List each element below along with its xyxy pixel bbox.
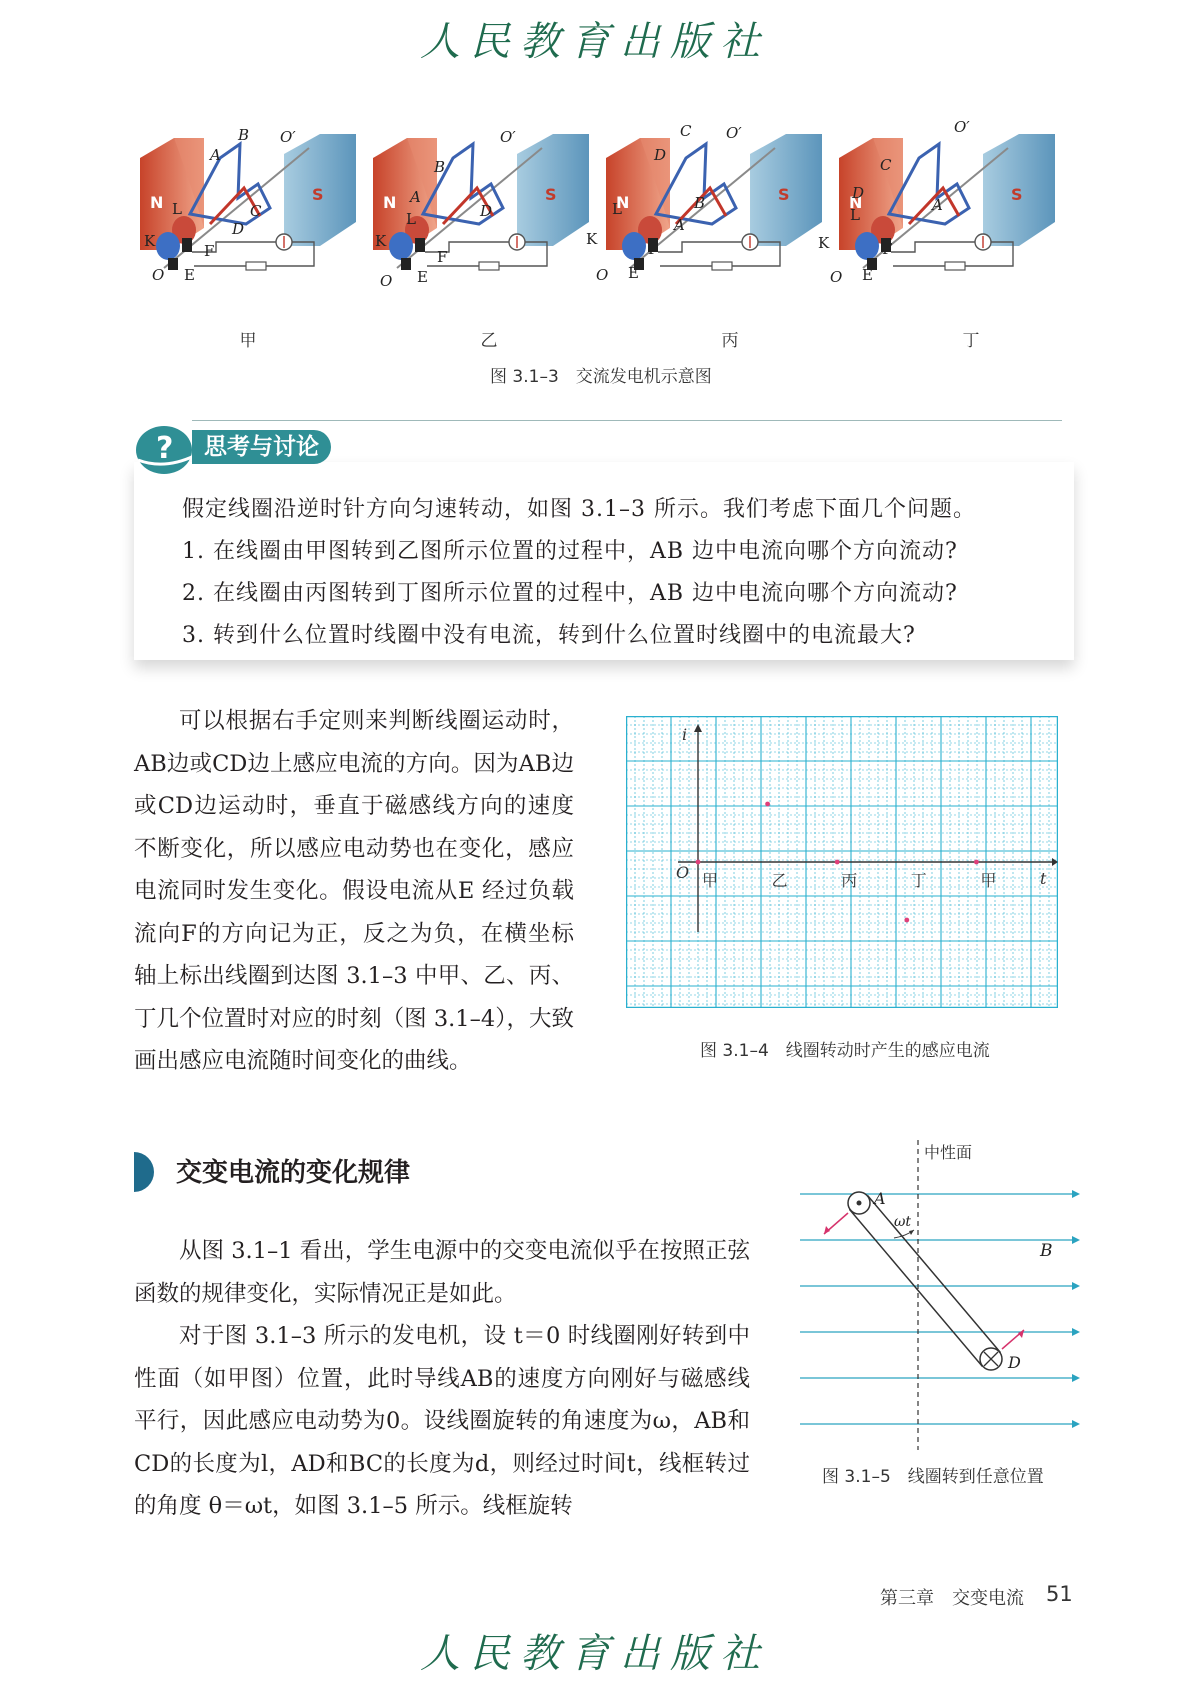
figure-3-1-4-caption: 图 3.1–4 线圈转动时产生的感应电流: [700, 1041, 990, 1061]
paragraph-1-text: 可以根据右手定则来判断线圈运动时，AB边或CD边上感应电流的方向。因为AB边或CD边运动时，垂直于磁感线方向的速度不断变化，所以感应电动势也在变化，感应电流同时发生变化。假设电流从E 经过负载流向F的方向记为正，反之为负，在横坐标轴上标出线圈到达图 3.1–3 中甲、乙、丙、丁几个位置时对应的时刻（图 3.1–4），大致画出感应电流随时间变化的曲线。: [134, 708, 574, 1074]
svg-text:N: N: [150, 193, 164, 212]
section-title: 交变电流的变化规律: [176, 1158, 411, 1188]
svg-text:D: D: [654, 146, 667, 164]
x-tick-label: 丙: [841, 871, 858, 890]
svg-text:B: B: [694, 194, 706, 212]
think-discuss-title: 思考与讨论: [192, 430, 331, 464]
divider-line: [192, 420, 1062, 421]
svg-text:E: E: [417, 268, 428, 286]
svg-text:O: O: [152, 266, 165, 284]
svg-text:O′: O′: [280, 128, 296, 146]
origin-label: O: [676, 863, 690, 882]
label-a: A: [874, 1189, 886, 1208]
svg-text:B: B: [434, 158, 446, 176]
svg-text:K: K: [375, 232, 387, 250]
svg-text:E: E: [862, 266, 873, 284]
svg-text:L: L: [172, 200, 182, 218]
label-d: D: [1008, 1353, 1021, 1372]
page-number: 51: [1046, 1582, 1073, 1606]
svg-text:C: C: [880, 156, 892, 174]
svg-text:O′: O′: [500, 128, 516, 146]
svg-text:E: E: [184, 266, 195, 284]
svg-text:A: A: [210, 146, 221, 164]
x-tick-label: 甲: [702, 871, 719, 890]
svg-text:O: O: [380, 272, 393, 290]
svg-text:S: S: [312, 185, 324, 204]
figure-3-1-3-caption: 图 3.1–3 交流发电机示意图: [490, 367, 712, 387]
svg-text:A: A: [932, 196, 943, 214]
svg-text:B: B: [238, 126, 250, 144]
paragraph-right-hand-rule: [134, 700, 574, 1083]
figure-3-1-5-caption: 图 3.1–5 线圈转到任意位置: [822, 1467, 1044, 1487]
svg-text:D: D: [480, 202, 493, 220]
y-axis-label: i: [682, 725, 688, 744]
svg-text:C: C: [680, 122, 692, 140]
think-line-intro: 假定线圈沿逆时针方向匀速转动，如图 3.1–3 所示。我们考虑下面几个问题。: [182, 497, 976, 522]
svg-text:F: F: [204, 242, 215, 260]
svg-text:O′: O′: [954, 118, 970, 136]
svg-text:D: D: [232, 220, 245, 238]
svg-text:C: C: [250, 202, 262, 220]
publisher-logo-top: 人民教育出版社: [420, 19, 770, 65]
data-point: [696, 860, 701, 865]
chart-labels: [676, 725, 1047, 890]
figure-3-1-4-chart: [626, 716, 1058, 1008]
svg-text:O′: O′: [726, 124, 742, 142]
paragraph-2-text: 从图 3.1–1 看出，学生电源中的交变电流似乎在按照正弦函数的规律变化，实际情况正是如此。: [134, 1238, 750, 1307]
svg-text:?: ?: [156, 431, 174, 466]
paragraph-sine-law: [134, 1230, 750, 1528]
svg-text:A: A: [410, 188, 421, 206]
x-axis-label: t: [1040, 869, 1047, 888]
svg-text:D: D: [852, 184, 865, 202]
x-tick-label: 甲: [980, 871, 997, 890]
panel-label-ding: 丁: [962, 331, 980, 351]
figure-3-1-5-diagram: [790, 1140, 1080, 1470]
publisher-logo-bottom: 人民教育出版社: [420, 1631, 770, 1677]
panel-label-jia: 甲: [239, 331, 257, 351]
field-lines: [800, 1194, 1072, 1424]
paragraph-3-text: 对于图 3.1–3 所示的发电机，设 t＝0 时线圈刚好转到中性面（如甲图）位置，此时导线AB的速度方向刚好与磁感线平行，因此感应电动势为0。设线圈旋转的角速度为ω，AB和 CD的长度为l，AD和BC的长度为d，则经过时间t，线框转过的角度 θ＝ωt，如图 3.1–5 所示。线框旋转: [134, 1323, 750, 1519]
svg-text:F: F: [882, 240, 893, 258]
svg-text:L: L: [406, 210, 416, 228]
svg-text:L: L: [612, 200, 622, 218]
svg-text:O: O: [830, 268, 843, 286]
think-line-q2: 2. 在线圈由丙图转到丁图所示位置的过程中，AB 边中电流向哪个方向流动?: [182, 581, 958, 606]
svg-text:L: L: [850, 206, 860, 224]
label-b: B: [1040, 1241, 1053, 1261]
label-angle: ωt: [894, 1214, 912, 1230]
svg-text:O: O: [596, 266, 609, 284]
coil-frame: [850, 1196, 1000, 1366]
svg-text:K: K: [586, 230, 598, 248]
think-line-q3: 3. 转到什么位置时线圈中没有电流，转到什么位置时线圈中的电流最大?: [182, 623, 916, 648]
panel-label-yi: 乙: [480, 331, 498, 351]
data-point: [835, 860, 840, 865]
x-tick-label: 乙: [771, 871, 788, 890]
svg-text:K: K: [818, 234, 830, 252]
data-point: [904, 918, 909, 923]
chart-axes: [678, 724, 1058, 932]
section-marker: [134, 1152, 154, 1192]
panel-label-bing: 丙: [721, 331, 739, 351]
svg-text:A: A: [674, 216, 685, 234]
data-point: [974, 860, 979, 865]
svg-text:F: F: [437, 248, 448, 266]
svg-text:E: E: [628, 264, 639, 282]
data-point: [765, 802, 770, 807]
x-tick-label: 丁: [910, 871, 927, 890]
svg-text:F: F: [648, 240, 659, 258]
footer-chapter: 第三章 交变电流: [880, 1588, 1024, 1609]
neutral-plane-label: 中性面: [924, 1143, 973, 1162]
svg-text:K: K: [144, 232, 156, 250]
think-line-q1: 1. 在线圈由甲图转到乙图所示位置的过程中，AB 边中电流向哪个方向流动?: [182, 539, 958, 564]
